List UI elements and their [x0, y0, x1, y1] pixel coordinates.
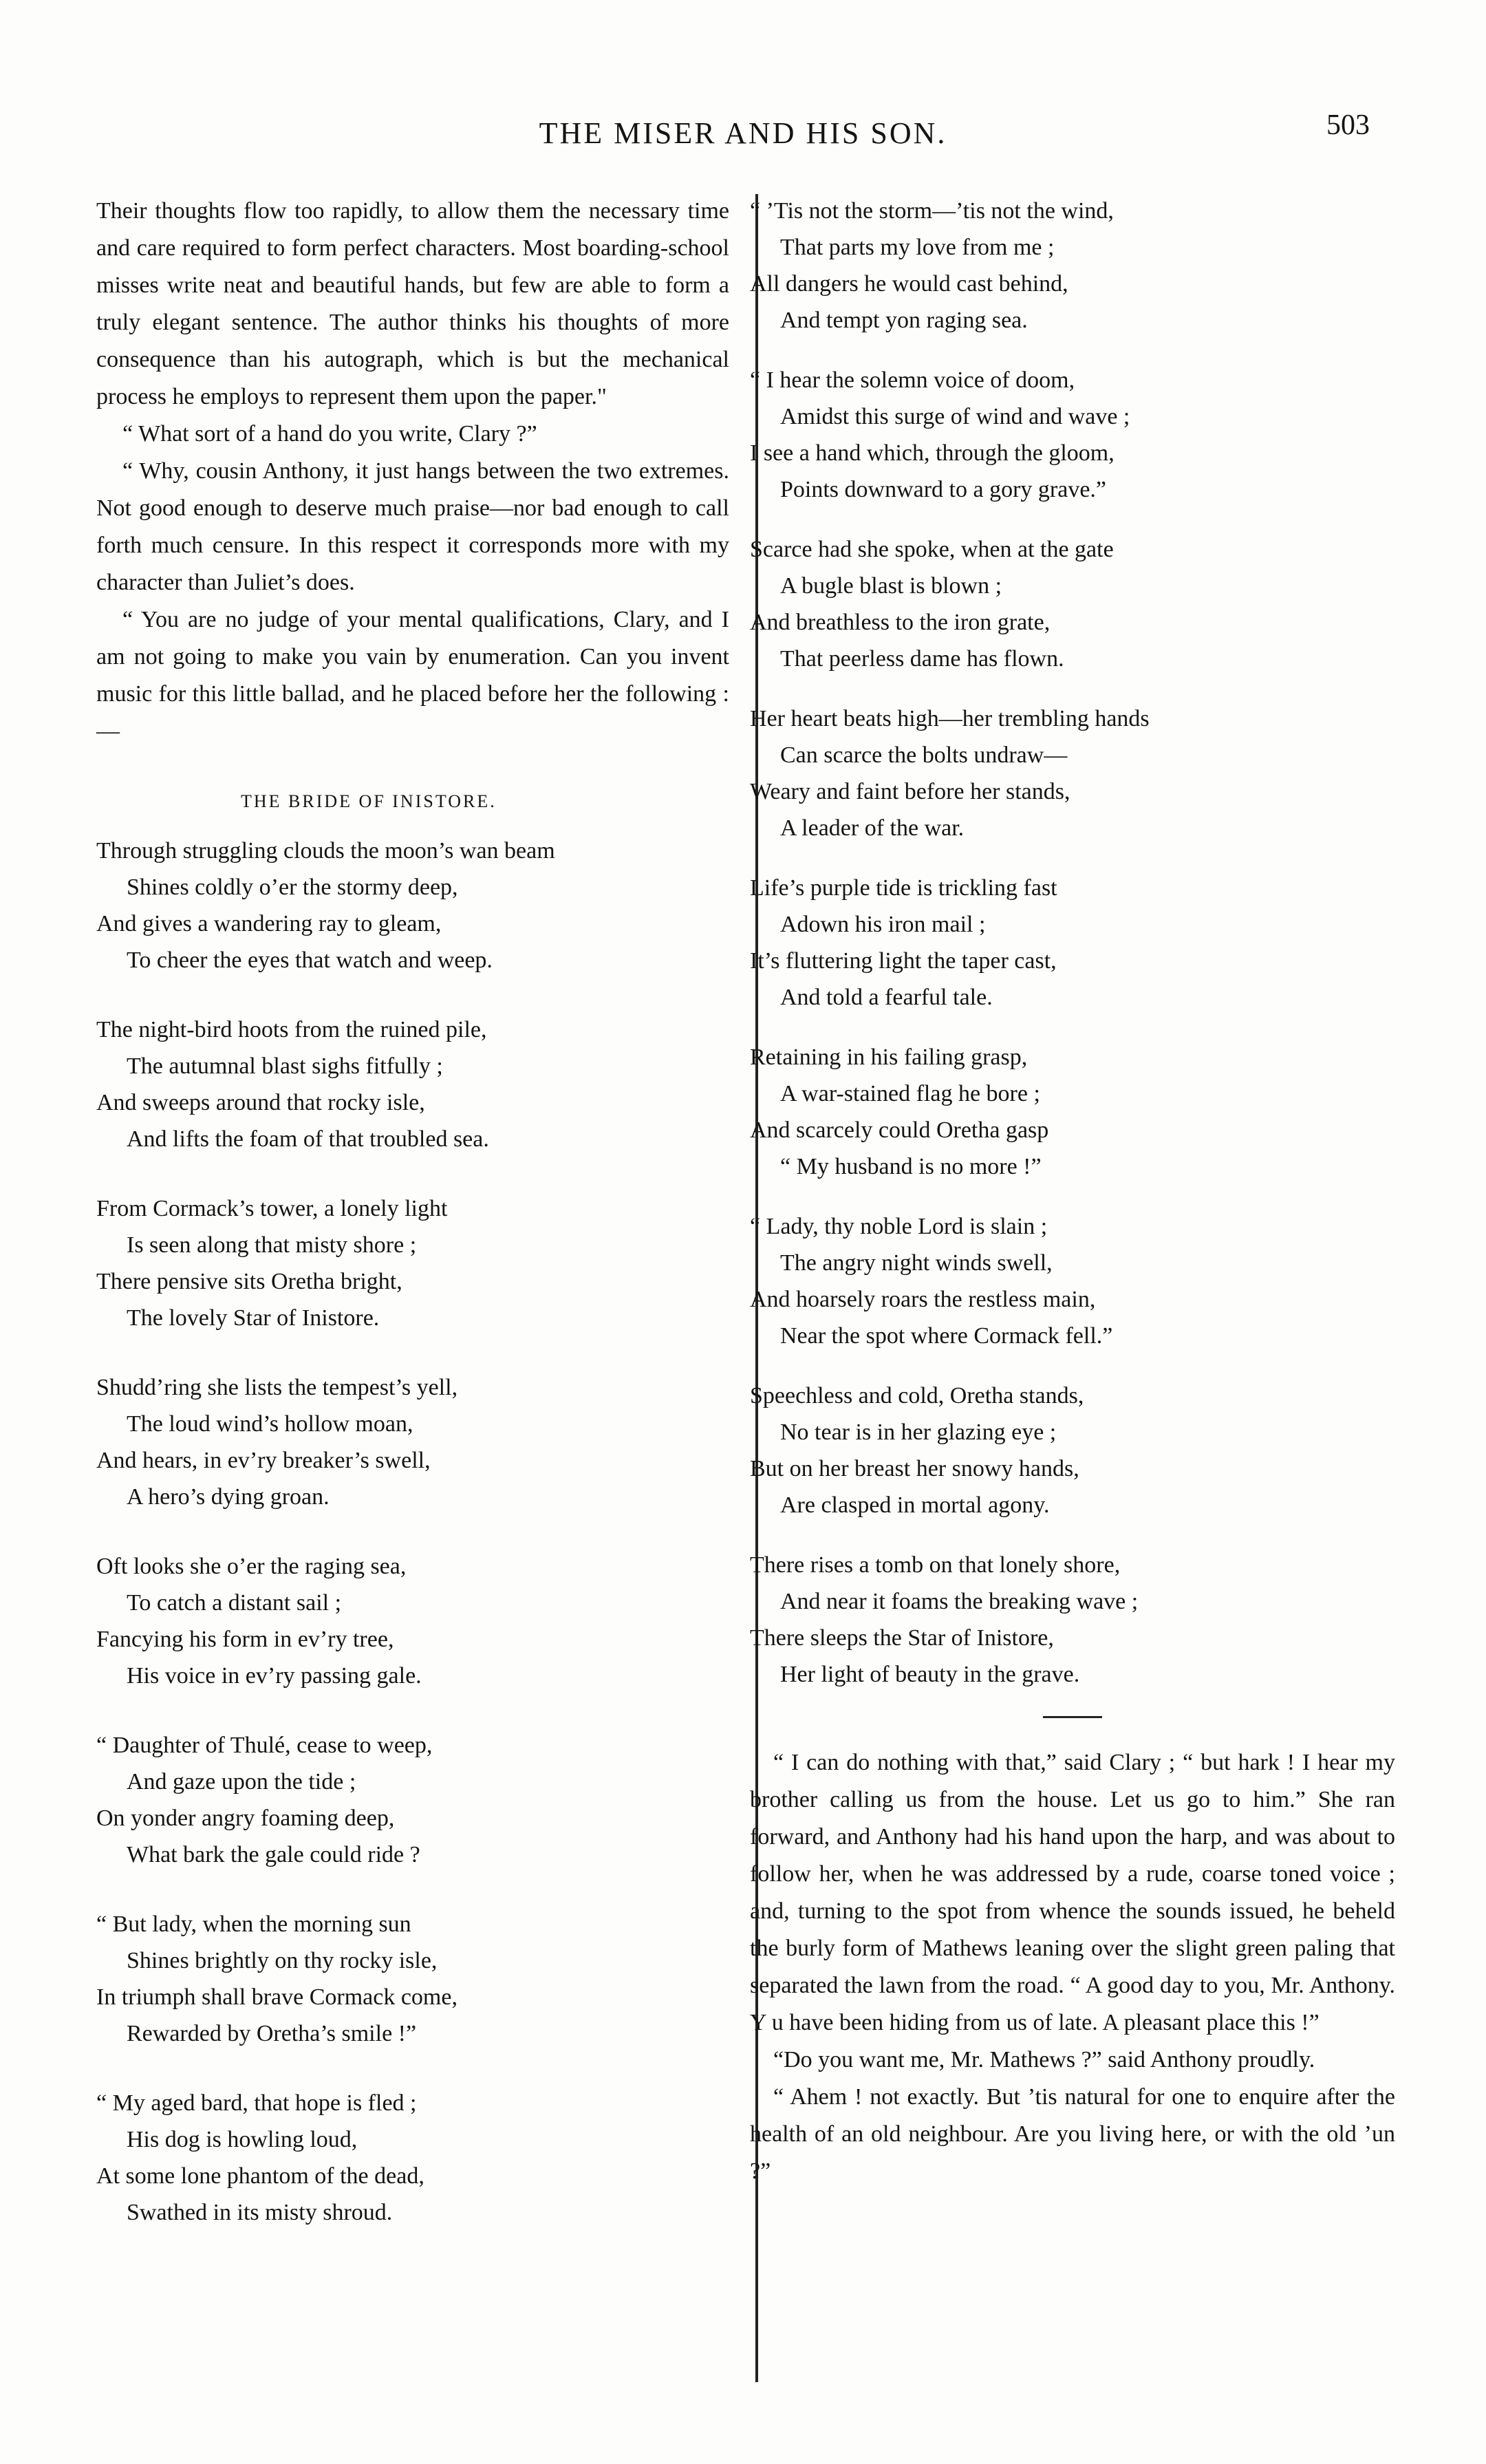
verse-line: From Cormack’s tower, a lonely light: [96, 1196, 448, 1221]
verse-line: Shines brightly on thy rocky isle,: [127, 1948, 438, 1973]
stanza: [96, 2085, 729, 2231]
paragraph: “ I can do nothing with that,” said Clary ; “ but hark ! I hear my brother calling us from the house. Let us go to him.” She ran forward, and Anthony had his hand upon the harp, and was about to follow her, when he was addressed by a rude, coarse toned voice ; and, turning to the spot from whence the sounds issued, he beheld the burly form of Mathews leaning over the slight green paling that separated the lawn from the road. “ A good day to you, Mr. Anthony. Y u have been hiding from us of late. A pleasant place this !”: [750, 1750, 1395, 2035]
verse-line: But on her breast her snowy hands,: [750, 1456, 1079, 1481]
verse-line: Fancying his form in ev’ry tree,: [96, 1627, 394, 1652]
poem-title: THE BRIDE OF INISTORE.: [241, 791, 497, 811]
verse-line: The autumnal blast sighs fitfully ;: [127, 1053, 443, 1079]
verse-line: Adown his iron mail ;: [780, 912, 986, 937]
verse-line: His dog is howling loud,: [127, 2127, 358, 2152]
verse-line: To catch a distant sail ;: [127, 1590, 342, 1616]
left-poem: [96, 833, 729, 2231]
stanza: [750, 193, 1395, 339]
verse-line: There rises a tomb on that lonely shore,: [750, 1552, 1121, 1578]
verse-line: It’s fluttering light the taper cast,: [750, 948, 1057, 974]
verse-line: A hero’s dying groan.: [127, 1484, 330, 1510]
verse-line: “ My husband is no more !”: [780, 1154, 1042, 1179]
verse-line: And tempt yon raging sea.: [780, 308, 1028, 333]
verse-line: Oft looks she o’er the raging sea,: [96, 1554, 407, 1579]
left-column: [96, 193, 729, 2264]
verse-line: In triumph shall brave Cormack come,: [96, 1984, 457, 2010]
stanza: [96, 1369, 729, 1515]
stanza: [96, 833, 729, 978]
verse-line: Scarce had she spoke, when at the gate: [750, 537, 1114, 562]
verse-line: At some lone phantom of the dead,: [96, 2163, 424, 2189]
verse-line: “ My aged bard, that hope is fled ;: [96, 2090, 417, 2116]
verse-line: And scarcely could Oretha gasp: [750, 1117, 1049, 1143]
verse-line: Through struggling clouds the moon’s wan beam: [96, 838, 555, 864]
paragraph: “ What sort of a hand do you write, Clary ?”: [122, 421, 537, 447]
stanza: [750, 1378, 1395, 1523]
running-header-title: THE MISER AND HIS SON.: [539, 116, 947, 150]
paragraph: Their thoughts flow too rapidly, to allow them the necessary time and care required to form perfect characters. Most boarding-school misses write neat and beautiful hands, but few are able to form a truly elegant sentence. The author thinks his thoughts of more consequence than his autograph, which is but the mechanical process he employs to represent them upon the paper.": [96, 198, 729, 409]
stanza: [96, 1548, 729, 1694]
verse-line: Shudd’ring she lists the tempest’s yell,: [96, 1375, 458, 1400]
page-number: 503: [1326, 109, 1370, 141]
right-prose: [750, 1744, 1395, 2190]
verse-line: There pensive sits Oretha bright,: [96, 1269, 402, 1294]
verse-line: And hears, in ev’ry breaker’s swell,: [96, 1448, 431, 1473]
stanza: [750, 700, 1395, 846]
verse-line: I see a hand which, through the gloom,: [750, 440, 1114, 466]
verse-line: Is seen along that misty shore ;: [127, 1232, 417, 1258]
paragraph: “ You are no judge of your mental qualifications, Clary, and I am not going to make you vain by enumeration. Can you invent music for this little ballad, and he placed before her the following :—: [96, 607, 729, 744]
verse-line: Are clasped in mortal agony.: [780, 1492, 1050, 1518]
verse-line: The angry night winds swell,: [780, 1250, 1053, 1276]
verse-line: A leader of the war.: [780, 815, 965, 841]
verse-line: And gaze upon the tide ;: [127, 1769, 356, 1795]
paragraph: “Do you want me, Mr. Mathews ?” said Anthony proudly.: [773, 2047, 1315, 2072]
section-divider: [1043, 1716, 1102, 1718]
stanza: [96, 1011, 729, 1157]
verse-line: And hoarsely roars the restless main,: [750, 1287, 1096, 1312]
verse-line: His voice in ev’ry passing gale.: [127, 1663, 422, 1689]
verse-line: No tear is in her glazing eye ;: [780, 1420, 1057, 1445]
verse-line: And breathless to the iron grate,: [750, 610, 1051, 635]
verse-line: And gives a wandering ray to gleam,: [96, 911, 442, 936]
verse-line: And lifts the foam of that troubled sea.: [127, 1126, 489, 1152]
verse-line: To cheer the eyes that watch and weep.: [127, 947, 493, 973]
verse-line: And sweeps around that rocky isle,: [96, 1090, 425, 1115]
verse-line: Amidst this surge of wind and wave ;: [780, 404, 1130, 429]
verse-line: The loud wind’s hollow moan,: [127, 1411, 413, 1437]
stanza: [750, 531, 1395, 677]
verse-line: What bark the gale could ride ?: [127, 1842, 420, 1867]
verse-line: Swathed in its misty shroud.: [127, 2200, 393, 2225]
left-prose: [96, 193, 729, 750]
verse-line: Near the spot where Cormack fell.”: [780, 1323, 1113, 1349]
stanza: [750, 362, 1395, 508]
verse-line: “ ’Tis not the storm—’tis not the wind,: [750, 198, 1114, 224]
verse-line: The lovely Star of Inistore.: [127, 1305, 380, 1331]
stanza: [750, 1547, 1395, 1693]
stanza: [96, 1190, 729, 1336]
stanza: [750, 1208, 1395, 1354]
verse-line: And near it foams the breaking wave ;: [780, 1589, 1139, 1614]
right-poem: [750, 193, 1395, 1693]
verse-line: Retaining in his failing grasp,: [750, 1044, 1028, 1070]
verse-line: Speechless and cold, Oretha stands,: [750, 1383, 1084, 1408]
verse-line: The night-bird hoots from the ruined pile,: [96, 1017, 487, 1042]
verse-line: “ Daughter of Thulé, cease to weep,: [96, 1733, 433, 1758]
verse-line: Weary and faint before her stands,: [750, 779, 1070, 804]
verse-line: “ But lady, when the morning sun: [96, 1911, 411, 1937]
verse-line: That peerless dame has flown.: [780, 646, 1064, 672]
stanza: [750, 870, 1395, 1016]
stanza: [96, 1906, 729, 2052]
stanza: [96, 1727, 729, 1873]
verse-line: That parts my love from me ;: [780, 235, 1055, 260]
verse-line: And told a fearful tale.: [780, 985, 993, 1010]
verse-line: Can scarce the bolts undraw—: [780, 742, 1068, 768]
verse-line: Shines coldly o’er the stormy deep,: [127, 875, 458, 900]
verse-line: Rewarded by Oretha’s smile !”: [127, 2021, 417, 2046]
verse-line: All dangers he would cast behind,: [750, 271, 1068, 297]
right-column: [750, 193, 1395, 2190]
verse-line: “ I hear the solemn voice of doom,: [750, 367, 1075, 393]
paragraph: “ Why, cousin Anthony, it just hangs between the two extremes. Not good enough to deserve much praise—nor bad enough to call forth much censure. In this respect it corresponds more with my character than Juliet’s does.: [96, 458, 729, 595]
verse-line: There sleeps the Star of Inistore,: [750, 1625, 1054, 1651]
verse-line: On yonder angry foaming deep,: [96, 1806, 395, 1831]
stanza: [750, 1039, 1395, 1185]
verse-line: Her light of beauty in the grave.: [780, 1662, 1080, 1687]
verse-line: Points downward to a gory grave.”: [780, 477, 1107, 502]
verse-line: “ Lady, thy noble Lord is slain ;: [750, 1214, 1048, 1239]
verse-line: A bugle blast is blown ;: [780, 573, 1002, 599]
verse-line: Life’s purple tide is trickling fast: [750, 875, 1057, 901]
paragraph: “ Ahem ! not exactly. But ’tis natural for one to enquire after the health of an old neighbour. Are you living here, or with the old ’un ?”: [750, 2084, 1395, 2184]
verse-line: Her heart beats high—her trembling hands: [750, 706, 1150, 731]
verse-line: A war-stained flag he bore ;: [780, 1081, 1040, 1106]
